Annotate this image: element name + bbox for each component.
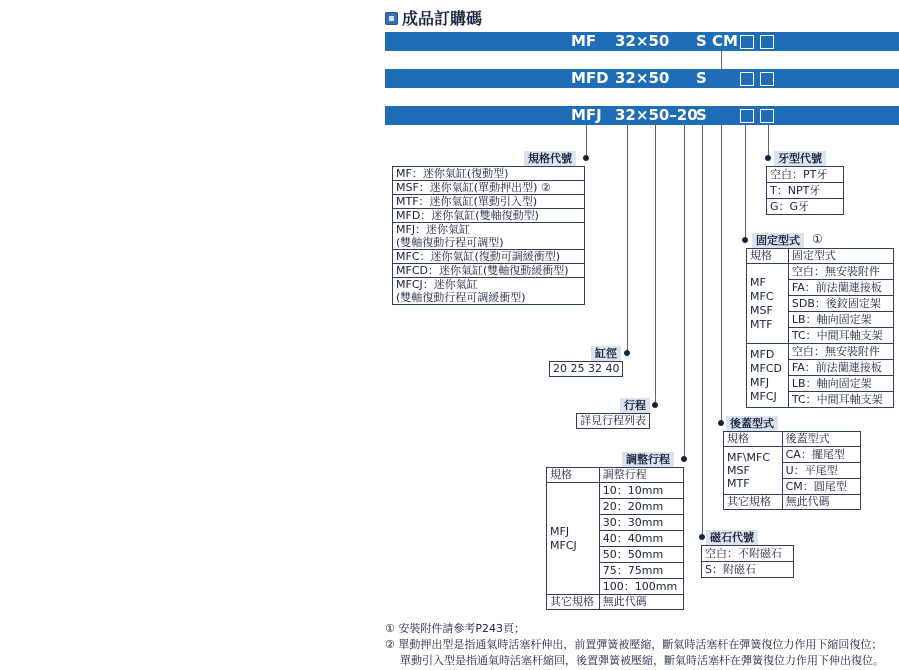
table-row bbox=[747, 264, 894, 280]
group-cell: MF MFC MSF MTF bbox=[747, 264, 789, 344]
connector-dot bbox=[742, 237, 748, 243]
option-cell: FA：前法蘭連接板 bbox=[788, 280, 893, 296]
mount-label-note: ① bbox=[812, 232, 823, 246]
connector-dot bbox=[624, 350, 630, 356]
option-cell: CA：擺尾型 bbox=[782, 447, 860, 463]
table-row bbox=[767, 199, 844, 215]
table-row bbox=[767, 183, 844, 199]
magnet-table bbox=[701, 545, 794, 578]
table-row bbox=[547, 468, 684, 483]
option-cell: 50：50mm bbox=[599, 547, 683, 563]
note-1: ① 安裝附件請參考P243頁； bbox=[385, 622, 525, 635]
table-row bbox=[747, 249, 894, 264]
table-row bbox=[547, 483, 684, 499]
header-cell: 調整行程 bbox=[599, 468, 683, 483]
table-row bbox=[747, 344, 894, 360]
note-2: ② 單動押出型是指通氣時活塞杆伸出，前置彈簧被壓縮，斷氣時活塞杆在彈簧復位力作用下縮回復位； bbox=[385, 638, 883, 651]
table-row bbox=[724, 447, 861, 463]
group-cell: MFD MFCD MFJ MFCJ bbox=[747, 344, 789, 408]
code-bar-mfd bbox=[385, 69, 899, 88]
connector-dot bbox=[718, 420, 724, 426]
connector-dot bbox=[681, 456, 687, 462]
option-cell: CM：圓尾型 bbox=[782, 479, 860, 495]
code-bar-mfj bbox=[385, 106, 899, 125]
spec-code-row: MTF：迷你氣缸(單動引入型) bbox=[393, 195, 585, 209]
option-cell: 空白：無安裝附件 bbox=[788, 264, 893, 280]
thread-option: 空白：PT牙 bbox=[767, 167, 844, 183]
placeholder-box bbox=[740, 109, 754, 123]
table-row bbox=[393, 195, 585, 209]
option-cell: TC：中間耳軸支架 bbox=[788, 328, 893, 344]
adjust-stroke-table bbox=[546, 467, 684, 610]
table-row bbox=[393, 223, 585, 250]
option-cell: FA：前法蘭連接板 bbox=[788, 360, 893, 376]
code-series: MFD bbox=[571, 69, 609, 87]
magnet-label: 磁石代號 bbox=[706, 530, 758, 545]
title-square-icon bbox=[385, 12, 398, 25]
spec-code-label: 規格代號 bbox=[524, 151, 576, 166]
option-cell: 30：30mm bbox=[599, 515, 683, 531]
code-magnet: S bbox=[696, 106, 707, 124]
option-cell: SDB：後鉸固定架 bbox=[788, 296, 893, 312]
group-cell: MFJ MFCJ bbox=[547, 483, 600, 595]
mount-table bbox=[746, 248, 894, 408]
table-row bbox=[393, 181, 585, 195]
option-cell: LB：軸向固定架 bbox=[788, 312, 893, 328]
option-cell: 40：40mm bbox=[599, 531, 683, 547]
code-magnet: S bbox=[696, 69, 707, 87]
header-cell: 固定型式 bbox=[788, 249, 893, 264]
page-title: 成品訂購碼 bbox=[402, 9, 483, 28]
rear-cover-label: 後蓋型式 bbox=[726, 416, 778, 431]
magnet-option: S：附磁石 bbox=[702, 562, 794, 578]
option-cell: U：平尾型 bbox=[782, 463, 860, 479]
thread-label: 牙型代號 bbox=[774, 151, 826, 166]
spec-code-row: MFCJ：迷你氣缸 (雙軸復動行程可調緩衝型) bbox=[393, 278, 585, 305]
stroke-table bbox=[576, 413, 650, 429]
table-row bbox=[767, 167, 844, 183]
code-size: 32×50–20 bbox=[615, 106, 698, 124]
spec-code-row: MFD：迷你氣缸(雙軸復動型) bbox=[393, 209, 585, 223]
option-cell: 75：75mm bbox=[599, 563, 683, 579]
spec-code-row: MF：迷你氣缸(復動型) bbox=[393, 167, 585, 181]
mount-label-text: 固定型式 bbox=[756, 234, 800, 247]
spec-code-table bbox=[392, 166, 585, 305]
thread-option: G：G牙 bbox=[767, 199, 844, 215]
bore-label: 缸徑 bbox=[591, 346, 621, 361]
connector-magnet bbox=[702, 125, 703, 535]
bore-table bbox=[549, 361, 623, 377]
connector-dot bbox=[699, 534, 705, 540]
mount-label bbox=[752, 233, 804, 248]
connector-bore bbox=[627, 125, 628, 353]
connector-dot bbox=[583, 155, 589, 161]
option-cell: 10：10mm bbox=[599, 483, 683, 499]
placeholder-box bbox=[740, 72, 754, 86]
option-cell: 100：100mm bbox=[599, 579, 683, 595]
placeholder-box bbox=[760, 35, 774, 49]
header-cell: 後蓋型式 bbox=[782, 432, 860, 447]
option-cell: LB：軸向固定架 bbox=[788, 376, 893, 392]
thread-option: T：NPT牙 bbox=[767, 183, 844, 199]
placeholder-box bbox=[760, 109, 774, 123]
table-row bbox=[702, 562, 794, 578]
option-cell: TC：中間耳軸支架 bbox=[788, 392, 893, 408]
connector-adjust bbox=[684, 125, 685, 459]
placeholder-box bbox=[740, 35, 754, 49]
connector-dot bbox=[765, 155, 771, 161]
table-row bbox=[393, 167, 585, 181]
connector-rear-cover-top bbox=[721, 51, 722, 73]
code-size: 32×50 bbox=[615, 32, 670, 50]
group-cell: MF\MFC MSF MTF bbox=[724, 447, 783, 495]
table-row bbox=[393, 209, 585, 223]
table-row bbox=[393, 264, 585, 278]
other-spec-cell: 其它規格 bbox=[724, 495, 783, 510]
code-series: MF bbox=[571, 32, 597, 50]
adjust-stroke-label: 調整行程 bbox=[622, 452, 674, 467]
table-row bbox=[702, 546, 794, 562]
header-cell: 規格 bbox=[547, 468, 600, 483]
code-size: 32×50 bbox=[615, 69, 670, 87]
header-cell: 規格 bbox=[724, 432, 783, 447]
stroke-value: 詳見行程列表 bbox=[577, 414, 650, 429]
option-cell: 空白：無安裝附件 bbox=[788, 344, 893, 360]
code-magnet: S bbox=[696, 32, 707, 50]
table-row bbox=[393, 278, 585, 305]
connector-stroke bbox=[655, 125, 656, 405]
code-series: MFJ bbox=[571, 106, 602, 124]
table-row bbox=[724, 432, 861, 447]
bore-value: 20 25 32 40 bbox=[550, 362, 623, 377]
other-value-cell: 無此代碼 bbox=[782, 495, 860, 510]
connector-thread bbox=[768, 125, 769, 157]
magnet-option: 空白：不附磁石 bbox=[702, 546, 794, 562]
spec-code-row: MFJ：迷你氣缸 (雙軸復動行程可調型) bbox=[393, 223, 585, 250]
other-value-cell: 無此代碼 bbox=[599, 595, 683, 610]
spec-code-row: MFC：迷你氣缸(復動可調緩衝型) bbox=[393, 250, 585, 264]
option-cell: 20：20mm bbox=[599, 499, 683, 515]
code-rear-cover: CM bbox=[712, 32, 738, 50]
header-cell: 規格 bbox=[747, 249, 789, 264]
stroke-label: 行程 bbox=[620, 398, 650, 413]
spec-code-row: MFCD：迷你氣缸(雙軸復動緩衝型) bbox=[393, 264, 585, 278]
spec-code-row: MSF：迷你氣缸(單動押出型) ② bbox=[393, 181, 585, 195]
note-3: 單動引入型是指通氣時活塞杆縮回，後置彈簧被壓縮，斷氣時活塞杆在彈簧復位力作用下伸出復位。 bbox=[400, 654, 884, 667]
table-row bbox=[547, 595, 684, 610]
connector-dot bbox=[652, 402, 658, 408]
table-row bbox=[393, 250, 585, 264]
thread-table bbox=[766, 166, 844, 215]
placeholder-box bbox=[760, 72, 774, 86]
other-spec-cell: 其它規格 bbox=[547, 595, 600, 610]
connector-mount bbox=[745, 125, 746, 239]
code-bar-mf bbox=[385, 32, 899, 51]
connector-spec bbox=[586, 125, 587, 157]
connector-rear-cover bbox=[721, 125, 722, 423]
table-row bbox=[724, 495, 861, 510]
rear-cover-table bbox=[723, 431, 861, 510]
